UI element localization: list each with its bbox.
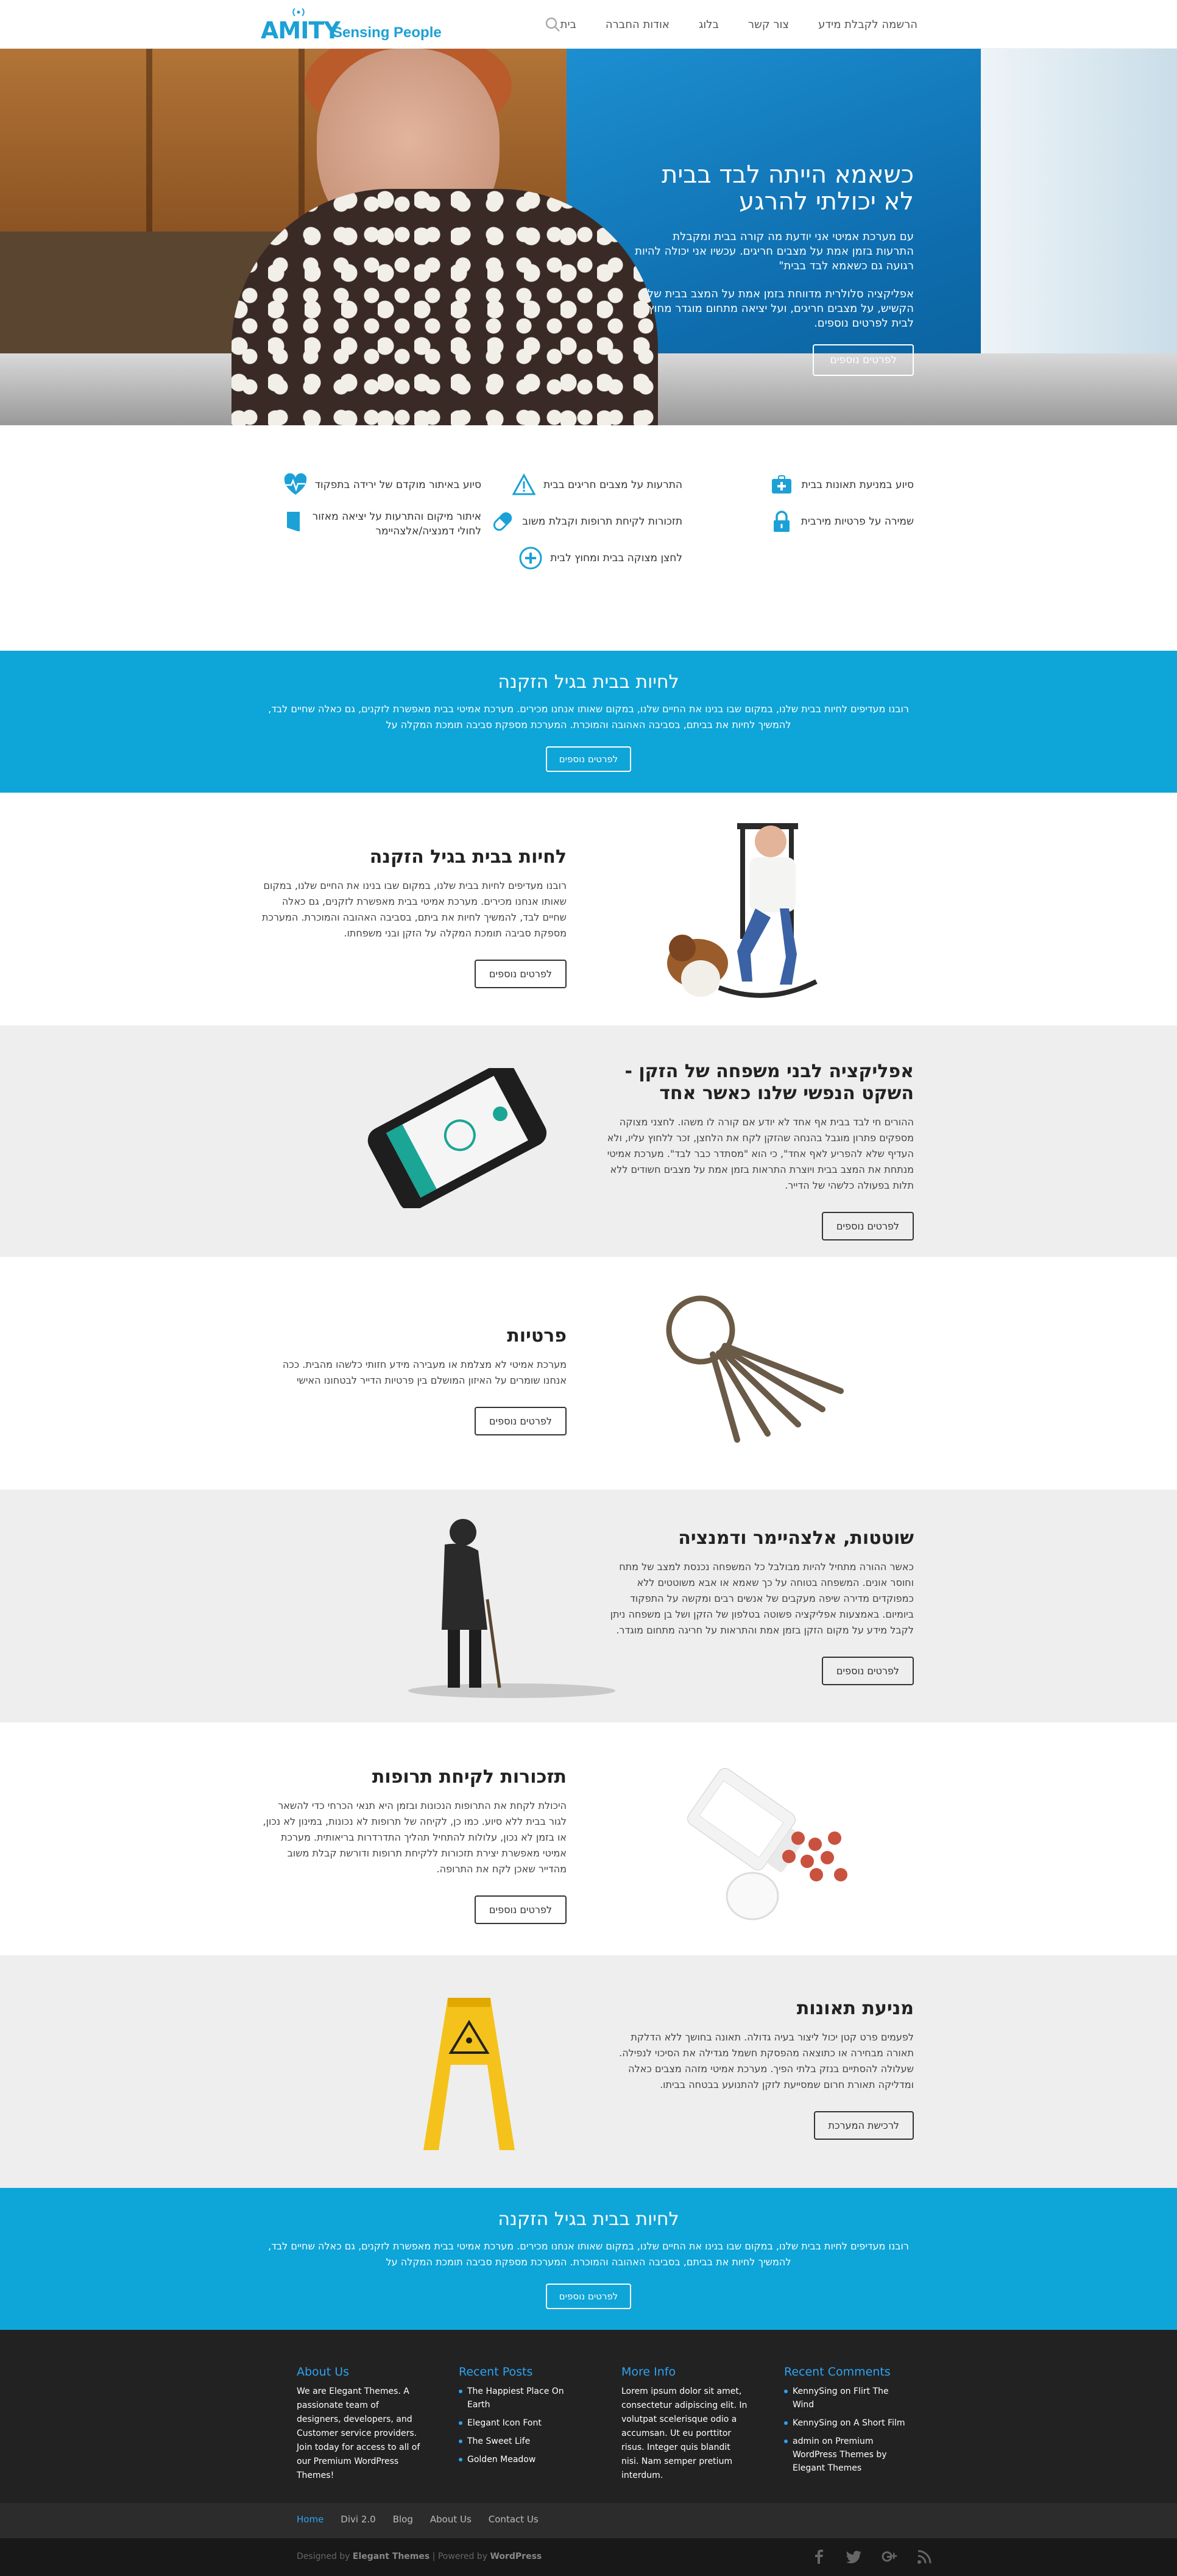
elderly-man-walking-image (359, 1508, 615, 1703)
nav-home[interactable]: בית (560, 18, 576, 31)
feature-panic-button (518, 546, 682, 570)
search-icon[interactable] (544, 16, 561, 33)
pill-bottle-image (658, 1753, 865, 1930)
google-plus-icon[interactable] (881, 2548, 898, 2565)
cta-band-bottom (0, 2188, 1177, 2330)
pill-icon (490, 509, 515, 534)
band-title: לחיות בבית בגיל הזקנה (498, 2209, 679, 2230)
footer-nav-contact[interactable]: Contact Us (488, 2514, 539, 2525)
section-dementia (0, 1490, 1177, 1722)
feature-label (313, 509, 481, 539)
hero-title (634, 161, 914, 215)
band-text: רובנו מעדיפים לחיות בבית שלנו, במקום שבו בנינו את החיים שלנו, במקום שאותו אנחנו מכירים. מערכת אמיטי בבית מאפשרת לזקנים, גם כאלה שחיים לבד, להמשיך לחיות את בביתם, בסביבה האהובה והמוכרת. המערכת מספקת סביבה תומכת המקלה על (268, 2240, 909, 2268)
footer-about (297, 2365, 425, 2483)
main-nav (560, 0, 917, 49)
nav-blog[interactable]: בלוג (698, 18, 719, 31)
footer-nav-about[interactable]: About Us (429, 2514, 472, 2525)
hero-photo-dress (232, 189, 658, 425)
credit-prefix: Designed by (297, 2552, 350, 2561)
footer-comment-link[interactable]: KennySing on Flirt The Wind (784, 2385, 912, 2411)
section-body: כאשר ההורה מתחיל להיות מבולבל כל המשפחה נכנסת למצב של מתח וחוסר אונים. המשפחה בטוחה על כך שאמא או אבא משוטטים ללא כמפוקדים מדירה שיפה מעקבים של אנשים רבים ומקשה על התפקוד ביומיום. באמצעות אפליקציה פשוטה בטלפון של הזקן ושל בן משפחה ניתן לקבל מידע על מקום הזקן בזמן אמת והתראות על חריגה מתחום מוגדר. (610, 1561, 914, 1636)
signal-waves-icon (290, 7, 307, 17)
site-header (0, 0, 1177, 49)
feature-label: לחצן מצוקה בבית ומחוץ לבית (550, 552, 682, 564)
section-family-app (0, 1025, 1177, 1257)
footer-post-link[interactable]: Elegant Icon Font (459, 2416, 587, 2430)
band-more-button[interactable]: לפרטים נוספים (546, 746, 632, 772)
section-privacy (0, 1257, 1177, 1490)
section-body: רובנו מעדיפים לחיות בבית שלנו, במקום שבו בנינו את החיים שלנו, במקום שאותו אנחנו מכירים. מערכת אמיטי בבית מאפשרת לזקנים, גם כאלה שחיים לבד, להמשיך לחיות את ביתם, בסביבה האהובה והמוכרת. המערכת מספקת סביבה תומכת המקלה על הזקן ובני משפחתו. (262, 880, 567, 939)
band-text: רובנו מעדיפים לחיות בבית שלנו, במקום שבו בנינו את החיים שלנו, במקום שאותו אנחנו מכירים. מערכת אמיטי בבית מאפשרת לזקנים, גם כאלה שחיים לבד, להמשיך לחיות את בביתם, בסביבה האהובה והמוכרת. המערכת מספקת סביבה תומכת המקלה על (268, 703, 909, 731)
feature-label: התרעות על מצבים חריגים בבית (543, 479, 682, 491)
footer-about-text: We are Elegant Themes. A passionate team of designers, developers, and Customer service providers. Join today for access to all of our Premium WordPress Themes! (297, 2387, 420, 2480)
feature-privacy (769, 509, 914, 534)
section-more-button[interactable]: לפרטים נוספים (475, 1895, 567, 1924)
facebook-icon[interactable] (810, 2548, 827, 2565)
section-buy-button[interactable]: לרכישת המערכת (814, 2111, 914, 2140)
first-aid-kit-icon (769, 473, 794, 497)
footer-about-title: About Us (297, 2365, 350, 2379)
brand-name: AMITY (261, 17, 340, 44)
nav-about[interactable]: אודות החברה (605, 18, 670, 31)
section-body: ההורים חי לבד בבית אף אחד לא יודע אם קורה לו משהו. לחצני מצוקה מספקים פתרון מוגבל בהנחה שהזקן לקח את הלחצן, זכר ללחוץ עליו, ולא העדיף שלא להפריע לאף אחד", כי הוא "מסתדר כבר לבד". מערכת אמיטי מנתחת את המצב בבית ויוצרת התראות בזמן אמת על מצבים חשודים ללא תלות בפעולה כלשהי של הדייר. (607, 1116, 914, 1191)
brand-tagline: Sensing People (333, 24, 442, 41)
section-text (262, 1325, 567, 1435)
wet-floor-sign-image (402, 1992, 536, 2156)
nav-contact[interactable]: צור קשר (748, 18, 790, 31)
footer-post-link[interactable]: Golden Meadow (459, 2453, 587, 2466)
footer-comments-title: Recent Comments (784, 2365, 891, 2379)
section-more-button[interactable]: לפרטים נוספים (475, 1407, 567, 1435)
footer-nav-divi[interactable]: Divi 2.0 (341, 2514, 376, 2525)
footer-credit (297, 2552, 542, 2561)
rss-icon[interactable] (916, 2548, 933, 2565)
section-text (262, 846, 567, 988)
section-text (262, 1766, 567, 1924)
band-more-button[interactable]: לפרטים נוספים (546, 2284, 632, 2309)
section-body: לפעמים פרט קטן יכול ליצור בעיה גדולה. תאונה בחושך ללא הדלקת תאורה מבחירה או כתוצאה מהפסקת חשמל מגדילה את הסיכוי לנפילה. שעלולה להסתיים בנזק בלתי הפיך. מערכת אמיטי מזהה מצבים כאלה ומדליקה תאורת חרום שמסייעת לזקן להתנועע בבטחה בביתו. (619, 2031, 914, 2090)
feature-label: שמירה על פרטיות מירבית (801, 515, 914, 528)
section-text (597, 1061, 914, 1240)
footer-nav-home[interactable]: Home (297, 2514, 324, 2525)
footer-comment-link[interactable]: KennySing on A Short Film (784, 2416, 912, 2430)
keys-image (646, 1287, 853, 1452)
section-medication (0, 1722, 1177, 1955)
plus-circle-icon (518, 546, 543, 570)
feature-label: סיוע באיתור מוקדם של ירידה בתפקוד (314, 479, 481, 491)
footer-posts-title: Recent Posts (459, 2365, 533, 2379)
door-icon (281, 509, 305, 534)
lock-icon (769, 509, 794, 534)
section-text (609, 1998, 914, 2140)
footer-nav-bar (0, 2503, 1177, 2538)
section-accident-prevention (0, 1955, 1177, 2188)
section-body: מערכת אמיטי לא מצלמת או מעבירה מידע חזותי כלשהו מהבית. ככה אנחנו שומרים על האיזון המושלם בין פרטיות הדייר לבטחונו האישי (282, 1359, 567, 1386)
section-body: היכולת לקחת את התרופות הנכונות ובזמן היא תנאי הכרחי כדי להשאר לגור בבית ללא סיוע. כמו כן, לקיחה של תרופות לא נכונות, במינון לא נכון, או בזמן לא נכון, עלולות להתחיל תהליך התדרדרות בריאותית. מערכת אמיטי מאפשרת יצירת תזכורות ללקיחת תרופות ודורשת קבלת משוב מהדייר שאכן לקח את התרופה. (263, 1800, 567, 1875)
hero-banner (0, 49, 1177, 425)
feature-alerts (512, 473, 682, 497)
section-title: תזכורות לקיחת תרופות (372, 1766, 567, 1788)
footer-widgets (0, 2330, 1177, 2503)
feature-label: תזכורות לקיחת תרופות וקבלת משוב (522, 515, 682, 528)
section-title: שוטטות, אלצהיימר ודמנציה (678, 1527, 914, 1549)
credit-separator: | Powered by (432, 2552, 487, 2561)
twitter-icon[interactable] (846, 2548, 863, 2565)
footer-recent-comments (784, 2365, 912, 2480)
feature-location (281, 509, 481, 542)
footer-info-text: Lorem ipsum dolor sit amet, consectetur adipiscing elit. In volutpat scelerisque odio a accumsan. Ut eu porttitor risus. Integer quis blandit nisi. Nam semper pretium interdum. (621, 2387, 748, 2480)
nav-register[interactable]: הרשמה לקבלת מידע (818, 18, 917, 31)
credit-wordpress-link[interactable]: WordPress (490, 2552, 542, 2561)
features-section (0, 425, 1177, 651)
cta-band-top (0, 651, 1177, 793)
hero-para-2: אפליקציה סלולרית מדווחת בזמן אמת על המצב בבית של הקשיש, על מצבים חריגים, ועל יציאה מתחום מוגדר מחוץ לבית לפרטים נוספים. (647, 288, 914, 330)
social-icons (810, 2548, 933, 2565)
section-more-button[interactable]: לפרטים נוספים (475, 960, 567, 988)
footer-info-title: More Info (621, 2365, 676, 2379)
feature-label-line2: לחולי דמנציה/אלצהיימר (375, 525, 481, 537)
heartbeat-icon (283, 473, 308, 497)
hero-more-button[interactable]: לפרטים נוספים (813, 344, 914, 376)
warning-triangle-icon (512, 473, 536, 497)
feature-label: סיוע במניעת תאונות בבית (801, 479, 914, 491)
section-more-button[interactable]: לפרטים נוספים (822, 1212, 914, 1240)
elderly-man-rocking-chair-image (664, 811, 822, 1006)
section-more-button[interactable]: לפרטים נוספים (822, 1657, 914, 1685)
band-title: לחיות בבית בגיל הזקנה (498, 671, 679, 693)
footer-post-link[interactable]: The Sweet Life (459, 2435, 587, 2448)
footer-comment-link[interactable]: admin on Premium WordPress Themes by Elegant Themes (784, 2435, 912, 2475)
credit-company-link[interactable]: Elegant Themes (352, 2552, 430, 2561)
hero-para-1: עם מערכת אמיטי אני יודעת מה קורה בבית ומקבלת התרעות בזמן אמת על מצבים חריגים. עכשיו אני יכולה להיות רגועה גם כשאמא לבד בבית" (635, 230, 914, 272)
footer-more-info (621, 2365, 749, 2483)
footer-nav-blog[interactable]: Blog (392, 2514, 413, 2525)
feature-medication (490, 509, 682, 534)
section-aging-at-home (0, 793, 1177, 1025)
section-title: פרטיות (507, 1325, 567, 1346)
hero-text (634, 161, 914, 376)
section-text (609, 1527, 914, 1685)
footer-post-link[interactable]: The Happiest Place On Earth (459, 2385, 587, 2411)
smartphone-app-image (339, 1068, 570, 1208)
section-title: לחיות בבית בגיל הזקנה (369, 846, 567, 868)
section-title: אפליקציה לבני משפחה של הזקן - השקט הנפשי שלנו כאשר אחד (624, 1061, 914, 1104)
footer-recent-posts (459, 2365, 587, 2471)
feature-label-line1: איתור מיקום והתרעות על יציאה מאזור (312, 511, 481, 523)
footer-nav (297, 2514, 539, 2525)
feature-early-detection (283, 473, 481, 497)
footer-bottom (0, 2538, 1177, 2576)
feature-accident-prevention (769, 473, 914, 497)
hero-title-line2: לא יכולתי להרגע (739, 188, 914, 216)
section-title: מניעת תאונות (796, 1998, 914, 2019)
hero-title-line1: כשאמא הייתה לבד בבית (662, 161, 914, 189)
